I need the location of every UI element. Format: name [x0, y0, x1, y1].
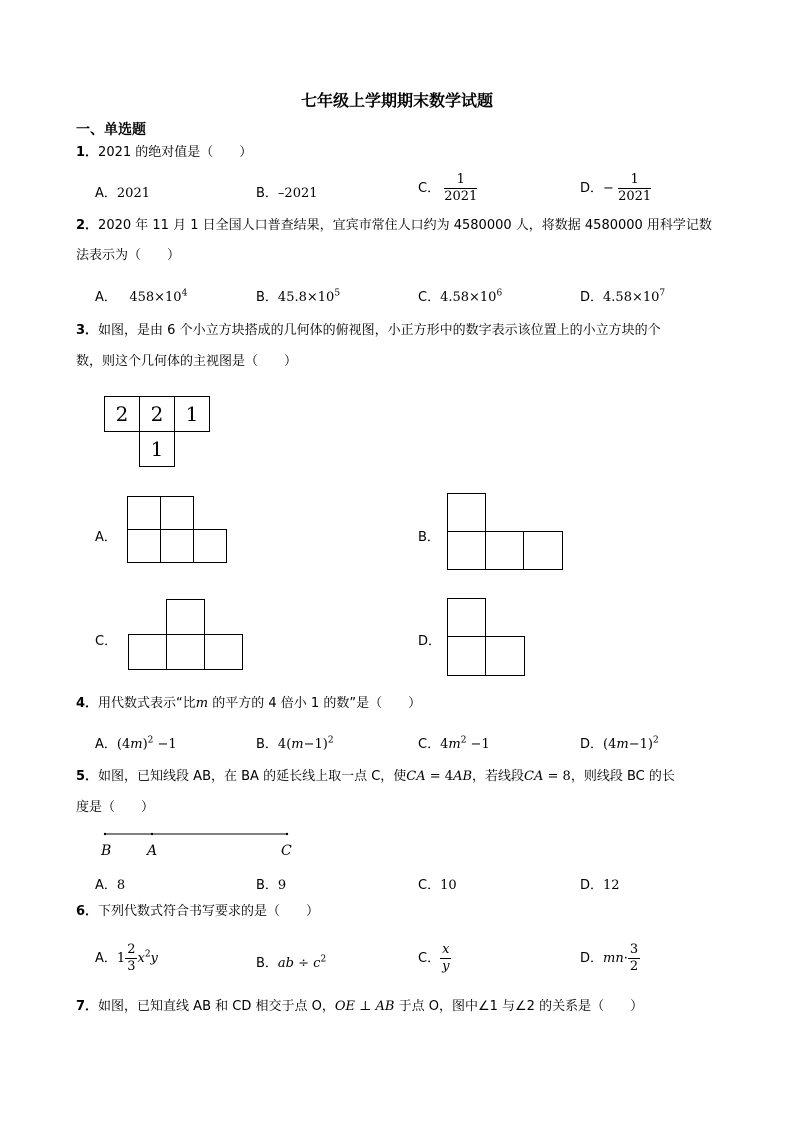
equation: CA = 8: [524, 769, 571, 784]
cube-square: [447, 636, 486, 676]
question-number: 2．: [76, 218, 99, 233]
option-c: [418, 733, 490, 752]
exponent: 7: [659, 288, 666, 299]
question-3: [76, 317, 661, 345]
option-b: [256, 952, 326, 971]
question-6: [76, 898, 319, 926]
option-value: 45.8×10: [277, 290, 335, 305]
option-label: D．: [580, 878, 604, 893]
cube-square: [128, 634, 167, 670]
option-label: D．: [580, 290, 604, 305]
cube-square: [127, 496, 161, 530]
minus-sign: −: [603, 181, 614, 196]
option-a: [95, 942, 158, 975]
option-d: [580, 874, 620, 893]
option-label: B．: [256, 290, 278, 305]
option-a: [95, 182, 150, 201]
option-value: 12: [603, 878, 620, 893]
option-value: –2021: [277, 186, 318, 201]
question-text: ，若线段: [472, 769, 525, 784]
option-label: D．: [580, 951, 604, 966]
question-2-line2: 法表示为（ ）: [76, 248, 181, 263]
question-number: 4．: [76, 696, 99, 711]
exponent: 6: [496, 288, 503, 299]
cube-square: [485, 636, 525, 676]
question-number: 3．: [76, 323, 99, 338]
option-c: [418, 172, 477, 205]
exponent: 4: [181, 288, 188, 299]
numerator: 1: [618, 172, 651, 189]
question-text: 如图，已知直线 AB 和 CD 相交于点 O，: [98, 999, 335, 1014]
option-label: A．: [95, 951, 117, 966]
expression: $(4m)^2 -1$: [116, 735, 177, 752]
option-value: 10: [440, 878, 457, 893]
option-d: [580, 286, 665, 305]
question-number: 1．: [76, 145, 99, 160]
point-c: [286, 833, 288, 835]
cube-square: [447, 531, 486, 570]
question-4: [76, 690, 421, 718]
option-value: 9: [277, 878, 287, 893]
option-value: 458×10: [129, 290, 182, 305]
option-a: [95, 733, 177, 752]
page-title: 七年级上学期期末数学试题: [300, 91, 493, 110]
option-d: [580, 733, 659, 752]
point-a: [151, 833, 153, 835]
question-5: [76, 763, 675, 791]
cube-square: [447, 598, 486, 637]
expression: $(4m-1)^2$: [603, 735, 659, 752]
numerator: 1: [444, 172, 477, 189]
option-value: 4.58×10: [603, 290, 660, 305]
option-label: B．: [256, 186, 278, 201]
equation: OE ⊥ AB: [334, 999, 395, 1014]
option-d: [580, 172, 651, 205]
option-d-label: D．: [418, 634, 442, 649]
top-view-cell: 2: [139, 396, 175, 432]
option-value: 2021: [116, 186, 150, 201]
question-2: [76, 212, 712, 240]
cube-square: [127, 529, 161, 563]
question-text: 的平方的 4 倍小 1 的数”是（ ）: [212, 696, 422, 711]
option-b: [256, 182, 318, 201]
option-value: 4.58×10: [440, 290, 497, 305]
option-label: D．: [580, 181, 604, 196]
option-b: [256, 874, 286, 893]
section-heading: 一、单选题: [76, 122, 146, 138]
top-view-cell: 1: [139, 431, 175, 467]
expression: 1 $\frac{2}{3}$ $x^2y$: [116, 942, 158, 974]
expression: $4(m-1)^2$: [277, 735, 334, 752]
option-b: [256, 733, 334, 752]
cube-square: [204, 634, 243, 670]
option-a: [95, 874, 125, 893]
fraction: [618, 172, 651, 205]
question-7: [76, 993, 643, 1021]
option-d: [580, 942, 640, 975]
option-b: [256, 286, 340, 305]
question-text: ，则线段 BC 的长: [570, 769, 675, 784]
cube-square: [193, 529, 227, 563]
expression: ab ÷ $c^2$: [277, 954, 327, 971]
option-label: C．: [418, 951, 441, 966]
option-label: C．: [418, 737, 441, 752]
question-3-line2: 数，则这个几何体的主视图是（ ）: [76, 354, 298, 369]
question-number: 5．: [76, 769, 99, 784]
option-label: B．: [256, 956, 278, 971]
option-label: C．: [418, 878, 441, 893]
cube-square: [166, 634, 205, 670]
option-c: [418, 286, 502, 305]
option-c: [418, 874, 457, 893]
cube-square: [160, 529, 194, 563]
point-b: [104, 833, 106, 835]
option-label: D．: [580, 737, 604, 752]
option-b-label: B．: [418, 530, 440, 545]
question-text: 如图，是由 6 个小立方块搭成的几何体的俯视图，小正方形中的数字表示该位置上的小立方块的个: [98, 323, 661, 338]
question-1: [76, 139, 252, 167]
option-label: A．: [95, 186, 117, 201]
question-number: 6．: [76, 904, 99, 919]
equation: CA = 4AB: [406, 769, 473, 784]
option-label: B．: [256, 737, 278, 752]
option-a-label: A．: [95, 530, 117, 545]
cube-square: [523, 531, 563, 570]
question-text: 于点 O，图中∠1 与∠2 的关系是（ ）: [398, 999, 644, 1014]
fraction: [444, 172, 477, 205]
option-c-label: C．: [95, 634, 118, 649]
segment-figure: [95, 826, 305, 862]
cube-square: [447, 493, 486, 532]
label-c: C: [281, 843, 292, 859]
cube-square: [160, 496, 194, 530]
exponent: 5: [334, 288, 341, 299]
top-view-cell: 1: [174, 396, 210, 432]
option-label: A．: [95, 737, 117, 752]
cube-square: [166, 599, 205, 635]
option-label: B．: [256, 878, 278, 893]
denominator: 2021: [444, 189, 478, 204]
label-a: A: [147, 843, 158, 859]
expression: $\frac{x}{y}$: [442, 942, 450, 974]
denominator: 2021: [618, 189, 652, 204]
question-text: 下列代数式符合书写要求的是（ ）: [98, 904, 320, 919]
option-value: 8: [116, 878, 126, 893]
option-label: C．: [418, 181, 441, 196]
variable-m: m: [195, 696, 209, 711]
option-c: [418, 942, 451, 975]
question-text: 2020 年 11 月 1 日全国人口普查结果，宜宾市常住人口约为 4580000 人，将数据 4580000 用科学记数: [98, 218, 712, 233]
option-label: A．: [95, 290, 117, 305]
top-view-cell: 2: [104, 396, 140, 432]
option-label: C．: [418, 290, 441, 305]
option-label: A．: [95, 878, 117, 893]
expression: $4m^2 -1$: [440, 735, 490, 752]
label-b: B: [101, 843, 112, 859]
question-5-line2: 度是（ ）: [76, 800, 155, 815]
expression: mn· $\frac{3}{2}$: [603, 942, 639, 974]
cube-square: [485, 531, 524, 570]
question-text: 用代数式表示“比: [98, 696, 196, 711]
question-text: 2021 的绝对值是（ ）: [98, 145, 253, 160]
question-text: 如图，已知线段 AB，在 BA 的延长线上取一点 C，使: [98, 769, 407, 784]
question-number: 7．: [76, 999, 99, 1014]
option-a: [95, 286, 187, 305]
